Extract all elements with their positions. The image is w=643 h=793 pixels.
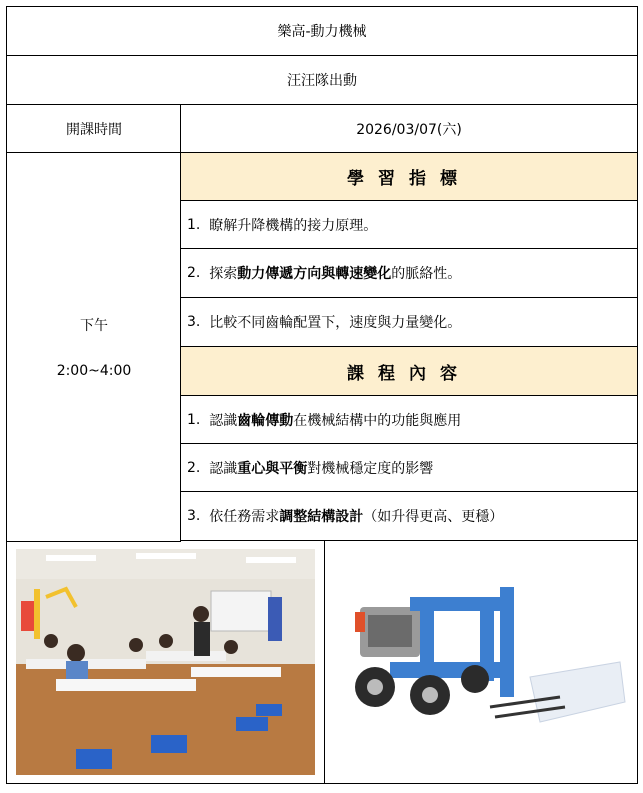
objective-item-3: 3. 比較不同齒輪配置下，速度與力量變化。 [181, 298, 637, 347]
content-item-1: 1. 認識 齒輪傳動 在機械結構中的功能與應用 [181, 396, 637, 444]
lego-model-photo [330, 567, 633, 757]
time-label: 開課時間 [66, 121, 122, 138]
course-subtitle-row [7, 56, 637, 105]
time-block [7, 153, 181, 541]
classroom-illustration [16, 549, 315, 775]
date-cell [181, 105, 637, 152]
forklift-model-illustration [330, 567, 633, 757]
content-item-3: 3. 依任務需求 調整結構設計 （如升得更高、更穩） [181, 492, 637, 541]
course-sheet [6, 6, 638, 784]
time-period: 下午 [80, 318, 108, 334]
content-heading: 課程內容 [181, 347, 637, 396]
content-item-2: 2. 認識 重心與平衡 對機械穩定度的影響 [181, 444, 637, 492]
photo-divider [324, 541, 325, 784]
left-bottom-line [7, 541, 181, 542]
course-title: 樂高-動力機械 [277, 24, 367, 40]
objectives-heading: 學習指標 [181, 153, 637, 201]
objective-item-1: 1. 瞭解升降機構的接力原理。 [181, 201, 637, 249]
time-hours: 2:00~4:00 [56, 363, 132, 379]
time-label-cell [7, 105, 181, 152]
course-title-row [7, 7, 637, 56]
objective-item-2: 2. 探索 動力傳遞方向與轉速變化 的脈絡性。 [181, 249, 637, 298]
course-subtitle: 汪汪隊出動 [287, 73, 357, 89]
classroom-photo [16, 549, 315, 775]
date-row [7, 105, 637, 153]
course-date: 2026/03/07(六) [356, 121, 462, 138]
